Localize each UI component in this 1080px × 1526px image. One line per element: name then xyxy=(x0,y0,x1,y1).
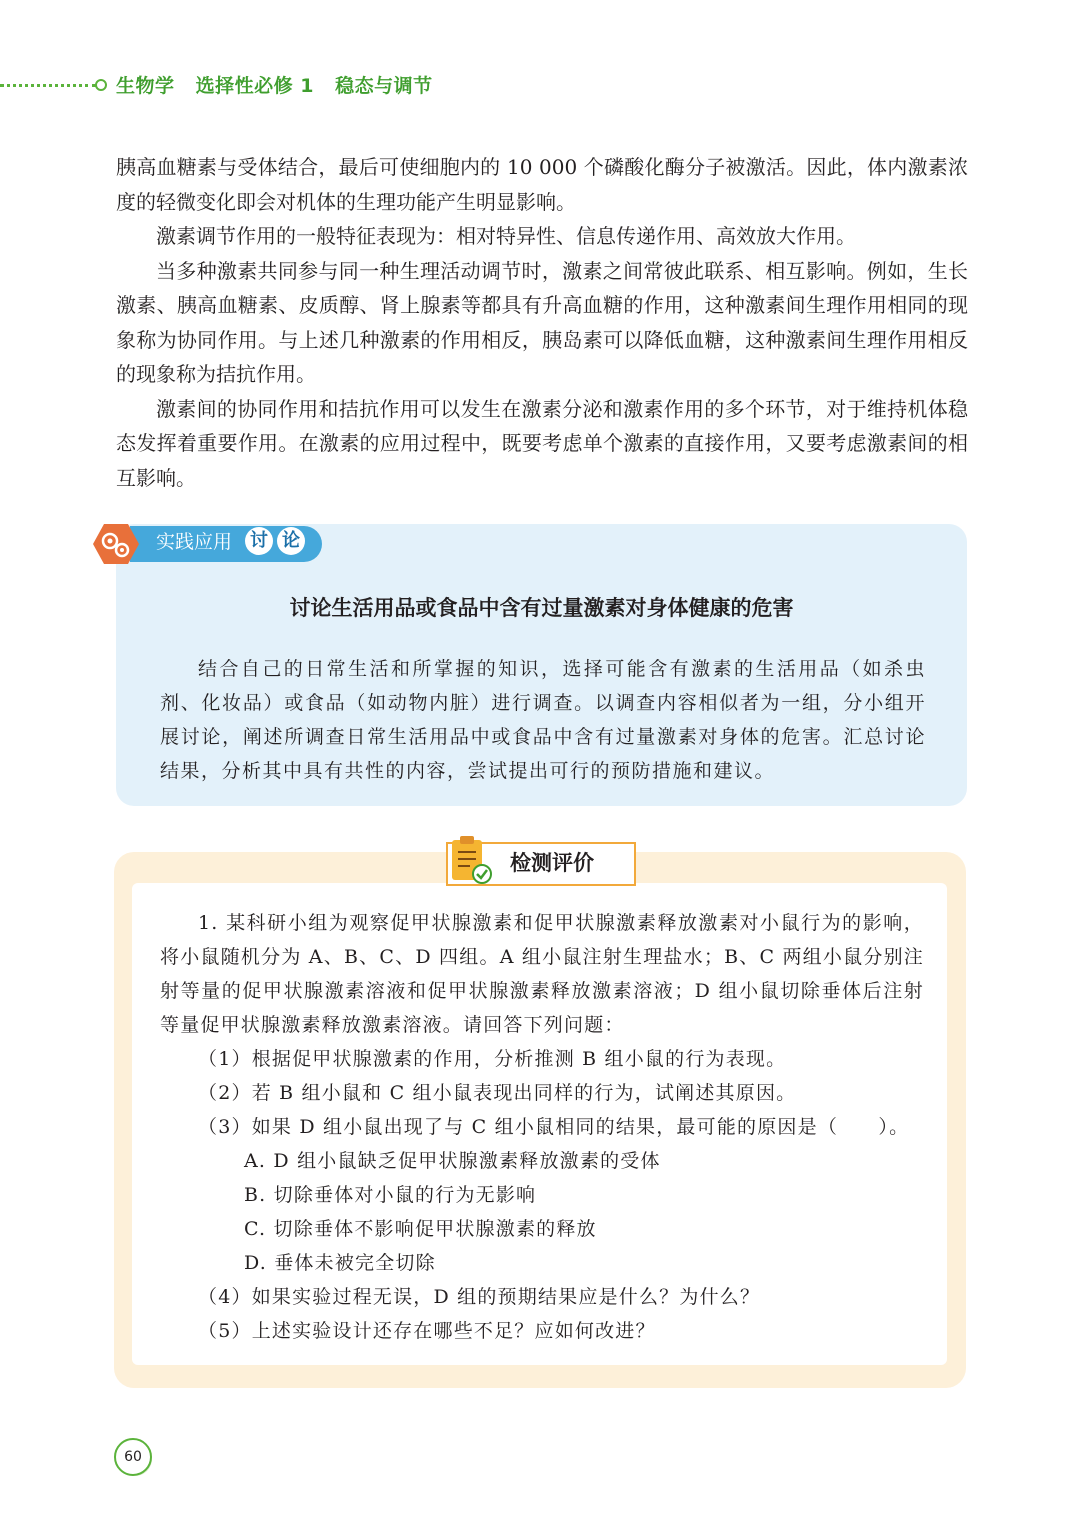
discussion-text: 结合自己的日常生活和所掌握的知识，选择可能含有激素的生活用品（如杀虫剂、化妆品）或食品（如动物内脏）进行调查。以调查内容相似者为一组，分小组开展讨论，阐述所调查日常生活用品中或食品中含有过量激素对身体的危害。汇总讨论结果，分析其中具有共性的内容，尝试提出可行的预防措施和建议。 xyxy=(160,658,926,782)
sub-question-4: （4）如果实验过程无误，D 组的预期结果应是什么？为什么？ xyxy=(198,1286,761,1308)
body-text xyxy=(116,150,968,495)
header-subject: 生物学 xyxy=(116,75,175,97)
option-c: C. 切除垂体不影响促甲状腺激素的释放 xyxy=(244,1218,597,1240)
page-number: 60 xyxy=(114,1438,152,1476)
evaluation-title: 检测评价 xyxy=(510,851,594,875)
question-stem: 1. 某科研小组为观察促甲状腺激素和促甲状腺激素释放激素对小鼠行为的影响，将小鼠随机分为 A、B、C、D 四组。A 组小鼠注射生理盐水；B、C 两组小鼠分别注射等量的促甲状腺激素溶液和促甲状腺激素释放激素溶液；D 组小鼠切除垂体后注射等量促甲状腺激素释放激素溶液。请回答下列问题： xyxy=(160,912,924,1036)
running-header xyxy=(116,71,447,98)
sub-question-5: （5）上述实验设计还存在哪些不足？应如何改进？ xyxy=(198,1320,656,1342)
header-dot-icon xyxy=(95,79,107,91)
header-chapter: 稳态与调节 xyxy=(335,75,433,97)
sub-question-3: （3）如果 D 组小鼠出现了与 C 组小鼠相同的结果，最可能的原因是（ ）。 xyxy=(198,1116,910,1138)
option-a: A. D 组小鼠缺乏促甲状腺激素释放激素的受体 xyxy=(244,1150,661,1172)
paragraph-1: 胰高血糖素与受体结合，最后可使细胞内的 10 000 个磷酸化酶分子被激活。因此，体内激素浓度的轻微变化即会对机体的生理功能产生明显影响。 xyxy=(116,155,968,214)
gears-icon xyxy=(92,522,140,566)
discussion-tab-label: 实践应用 xyxy=(156,531,233,553)
question-block xyxy=(160,906,924,1348)
paragraph-3: 当多种激素共同参与同一种生理活动调节时，激素之间常彼此联系、相互影响。例如，生长激素、胰高血糖素、皮质醇、肾上腺素等都具有升高血糖的作用，这种激素间生理作用相同的现象称为协同作用。与上述几种激素的作用相反，胰岛素可以降低血糖，这种激素间生理作用相反的现象称为拮抗作用。 xyxy=(116,258,968,386)
discussion-title: 讨论生活用品或食品中含有过量激素对身体健康的危害 xyxy=(289,596,794,620)
sub-question-2: （2）若 B 组小鼠和 C 组小鼠表现出同样的行为，试阐述其原因。 xyxy=(198,1082,797,1104)
paragraph-4: 激素间的协同作用和拮抗作用可以发生在激素分泌和激素作用的多个环节，对于维持机体稳态发挥着重要作用。在激素的应用过程中，既要考虑单个激素的直接作用，又要考虑激素间的相互影响。 xyxy=(116,396,968,490)
header-volume: 选择性必修 1 xyxy=(195,75,314,97)
sub-question-1: （1）根据促甲状腺激素的作用，分析推测 B 组小鼠的行为表现。 xyxy=(198,1048,787,1070)
option-b: B. 切除垂体对小鼠的行为无影响 xyxy=(244,1184,537,1206)
checklist-icon xyxy=(448,834,494,886)
option-d: D. 垂体未被完全切除 xyxy=(244,1252,436,1274)
header-dotted-line xyxy=(0,84,96,87)
paragraph-2: 激素调节作用的一般特征表现为：相对特异性、信息传递作用、高效放大作用。 xyxy=(156,224,856,248)
discussion-badge-1: 讨 xyxy=(245,527,273,555)
discussion-badge-2: 论 xyxy=(277,527,305,555)
